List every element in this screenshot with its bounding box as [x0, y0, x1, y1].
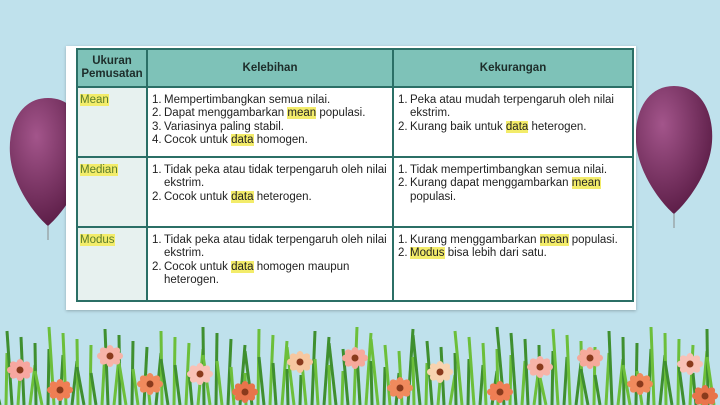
measure-name: Mean	[77, 87, 147, 157]
balloon-right	[632, 84, 716, 230]
measure-name: Modus	[77, 227, 147, 301]
highlighted-term: data	[231, 190, 254, 203]
kelebihan-cell	[147, 157, 393, 227]
list-item: 2. Dapat menggambarkan mean populasi.	[152, 107, 366, 120]
flower	[187, 363, 213, 385]
flower	[7, 359, 33, 381]
header-ukuran-pemusatan: Ukuran Pemusatan	[77, 49, 147, 87]
kelebihan-list	[152, 234, 388, 288]
table-row	[77, 227, 633, 301]
flower	[677, 353, 703, 375]
list-item: 2. Kurang dapat menggambarkan mean populasi.	[398, 177, 601, 203]
highlighted-term: mean	[571, 177, 601, 190]
highlighted-term: data	[505, 120, 529, 133]
highlighted-term: mean	[539, 234, 569, 246]
flower-meadow-decoration	[0, 312, 720, 405]
kekurangan-cell	[393, 87, 633, 157]
list-item: 1. Tidak peka atau tidak terpengaruh oleh nilai ekstrim.	[152, 164, 387, 190]
list-item: 1. Peka atau mudah terpengaruh oleh nilai ekstrim.	[398, 94, 614, 120]
list-item: 3. Variasinya paling stabil.	[152, 120, 284, 133]
flower	[627, 373, 653, 395]
list-item: 2. Cocok untuk data homogen maupun heterogen.	[152, 260, 350, 287]
table-row	[77, 87, 633, 157]
kelebihan-list	[152, 164, 388, 204]
list-item: 2. Cocok untuk data heterogen.	[152, 190, 312, 203]
flower	[387, 377, 413, 399]
highlighted-term: data	[231, 134, 254, 147]
highlighted-term: data	[231, 260, 254, 273]
list-item: 1. Kurang menggambarkan mean populasi.	[398, 234, 618, 246]
header-kekurangan: Kekurangan	[393, 49, 633, 87]
highlighted-term: Modus	[410, 247, 445, 260]
flower	[287, 351, 313, 373]
flower	[97, 345, 123, 367]
list-item: 2. Modus bisa lebih dari satu.	[398, 247, 547, 260]
list-item: 4. Cocok untuk data homogen.	[152, 134, 308, 147]
kekurangan-cell	[393, 157, 633, 227]
flower	[47, 379, 73, 401]
flower	[137, 373, 163, 395]
table-header-row	[77, 49, 633, 87]
kekurangan-list	[398, 164, 628, 204]
header-kelebihan: Kelebihan	[147, 49, 393, 87]
flower	[232, 381, 258, 403]
flower	[527, 356, 553, 378]
flower	[577, 347, 603, 369]
highlighted-term: mean	[287, 107, 317, 120]
list-item: 2. Kurang baik untuk data heterogen.	[398, 120, 587, 133]
flower	[342, 347, 368, 369]
kekurangan-cell	[393, 227, 633, 301]
list-item: 1. Mempertimbangkan semua nilai.	[152, 94, 331, 106]
list-item: 1. Tidak mempertimbangkan semua nilai.	[398, 164, 608, 176]
comparison-table	[76, 48, 634, 302]
comparison-table-card	[66, 46, 636, 310]
list-item: 1. Tidak peka atau tidak terpengaruh oleh nilai ekstrim.	[152, 234, 387, 260]
flower	[487, 381, 513, 403]
kekurangan-list	[398, 234, 628, 261]
measure-name: Median	[77, 157, 147, 227]
kelebihan-list	[152, 94, 388, 148]
table-row	[77, 157, 633, 227]
kekurangan-list	[398, 94, 628, 134]
flower	[427, 361, 453, 383]
kelebihan-cell	[147, 227, 393, 301]
kelebihan-cell	[147, 87, 393, 157]
